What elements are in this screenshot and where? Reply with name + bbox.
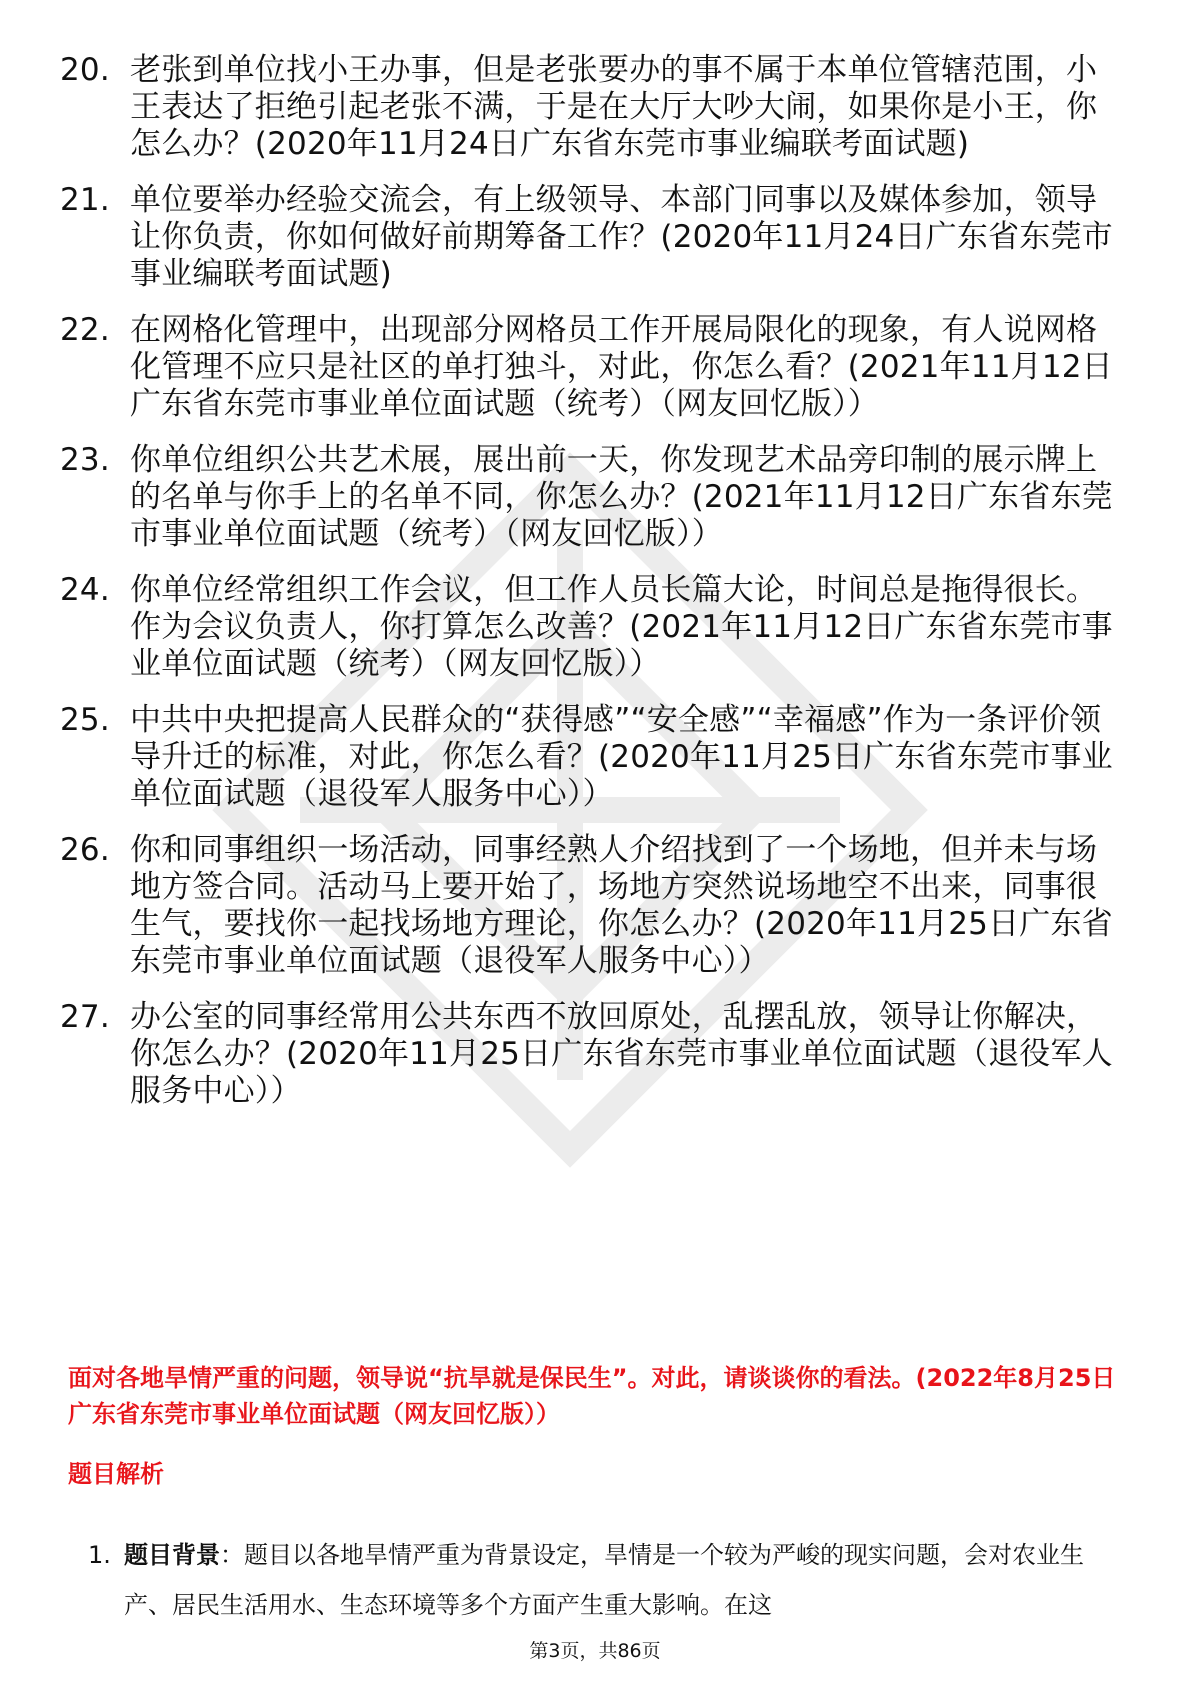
question-item	[60, 999, 1120, 1110]
question-list	[60, 52, 1120, 1129]
question-number: 25.	[60, 702, 110, 738]
question-number: 21.	[60, 182, 110, 218]
question-item	[60, 182, 1120, 293]
question-number: 23.	[60, 442, 110, 478]
question-number: 22.	[60, 312, 110, 348]
analysis-item-number: 1.	[88, 1541, 111, 1569]
question-item	[60, 312, 1120, 423]
question-number: 26.	[60, 832, 110, 868]
analysis-item-text: 题目以各地旱情严重为背景设定，旱情是一个较为严峻的现实问题，会对农业生产、居民生活用水、生态环境等多个方面产生重大影响。在这	[124, 1541, 1084, 1619]
question-text: 办公室的同事经常用公共东西不放回原处，乱摆乱放，领导让你解决，你怎么办？(2020年11月25日广东省东莞市事业单位面试题（退役军人服务中心））	[130, 999, 1113, 1109]
question-item	[60, 52, 1120, 163]
question-item	[60, 442, 1120, 553]
question-text: 老张到单位找小王办事，但是老张要办的事不属于本单位管辖范围，小王表达了拒绝引起老张不满，于是在大厅大吵大闹，如果你是小王，你怎么办？(2020年11月24日广东省东莞市事业编联考面试题)	[130, 52, 1098, 162]
question-number: 20.	[60, 52, 110, 88]
page-number: 第3页，共86页	[529, 1640, 661, 1662]
question-text: 你和同事组织一场活动，同事经熟人介绍找到了一个场地，但并未与场地方签合同。活动马上要开始了，场地方突然说场地空不出来，同事很生气，要找你一起找场地方理论，你怎么办？(2020年11月25日广东省东莞市事业单位面试题（退役军人服务中心））	[130, 832, 1113, 979]
question-text: 单位要举办经验交流会，有上级领导、本部门同事以及媒体参加，领导让你负责，你如何做好前期筹备工作？(2020年11月24日广东省东莞市事业编联考面试题)	[130, 182, 1113, 292]
question-text: 中共中央把提高人民群众的“获得感”“安全感”“幸福感”作为一条评价领导升迁的标准，对此，你怎么看？(2020年11月25日广东省东莞市事业单位面试题（退役军人服务中心））	[130, 702, 1113, 812]
question-text: 在网格化管理中，出现部分网格员工作开展局限化的现象，有人说网格化管理不应只是社区的单打独斗，对此，你怎么看？(2021年11月12日广东省东莞市事业单位面试题（统考）（网友回忆版））	[130, 312, 1113, 422]
question-number: 24.	[60, 572, 110, 608]
featured-question: 面对各地旱情严重的问题，领导说“抗旱就是保民生”。对此，请谈谈你的看法。(2022年8月25日广东省东莞市事业单位面试题（网友回忆版））	[68, 1364, 1116, 1428]
analysis-list	[68, 1530, 1128, 1630]
question-item	[60, 572, 1120, 683]
analysis-item-label: 题目背景	[124, 1541, 220, 1569]
question-item	[60, 702, 1120, 813]
question-text: 你单位经常组织工作会议，但工作人员长篇大论，时间总是拖得很长。作为会议负责人，你打算怎么改善？(2021年11月12日广东省东莞市事业单位面试题（统考）（网友回忆版））	[130, 572, 1113, 682]
question-text: 你单位组织公共艺术展，展出前一天，你发现艺术品旁印制的展示牌上的名单与你手上的名单不同，你怎么办？(2021年11月12日广东省东莞市事业单位面试题（统考）（网友回忆版））	[130, 442, 1113, 552]
question-item	[60, 832, 1120, 980]
question-number: 27.	[60, 999, 110, 1035]
analysis-item	[68, 1530, 1128, 1630]
analysis-item-colon: ：	[220, 1541, 244, 1569]
analysis-heading: 题目解析	[68, 1460, 164, 1488]
